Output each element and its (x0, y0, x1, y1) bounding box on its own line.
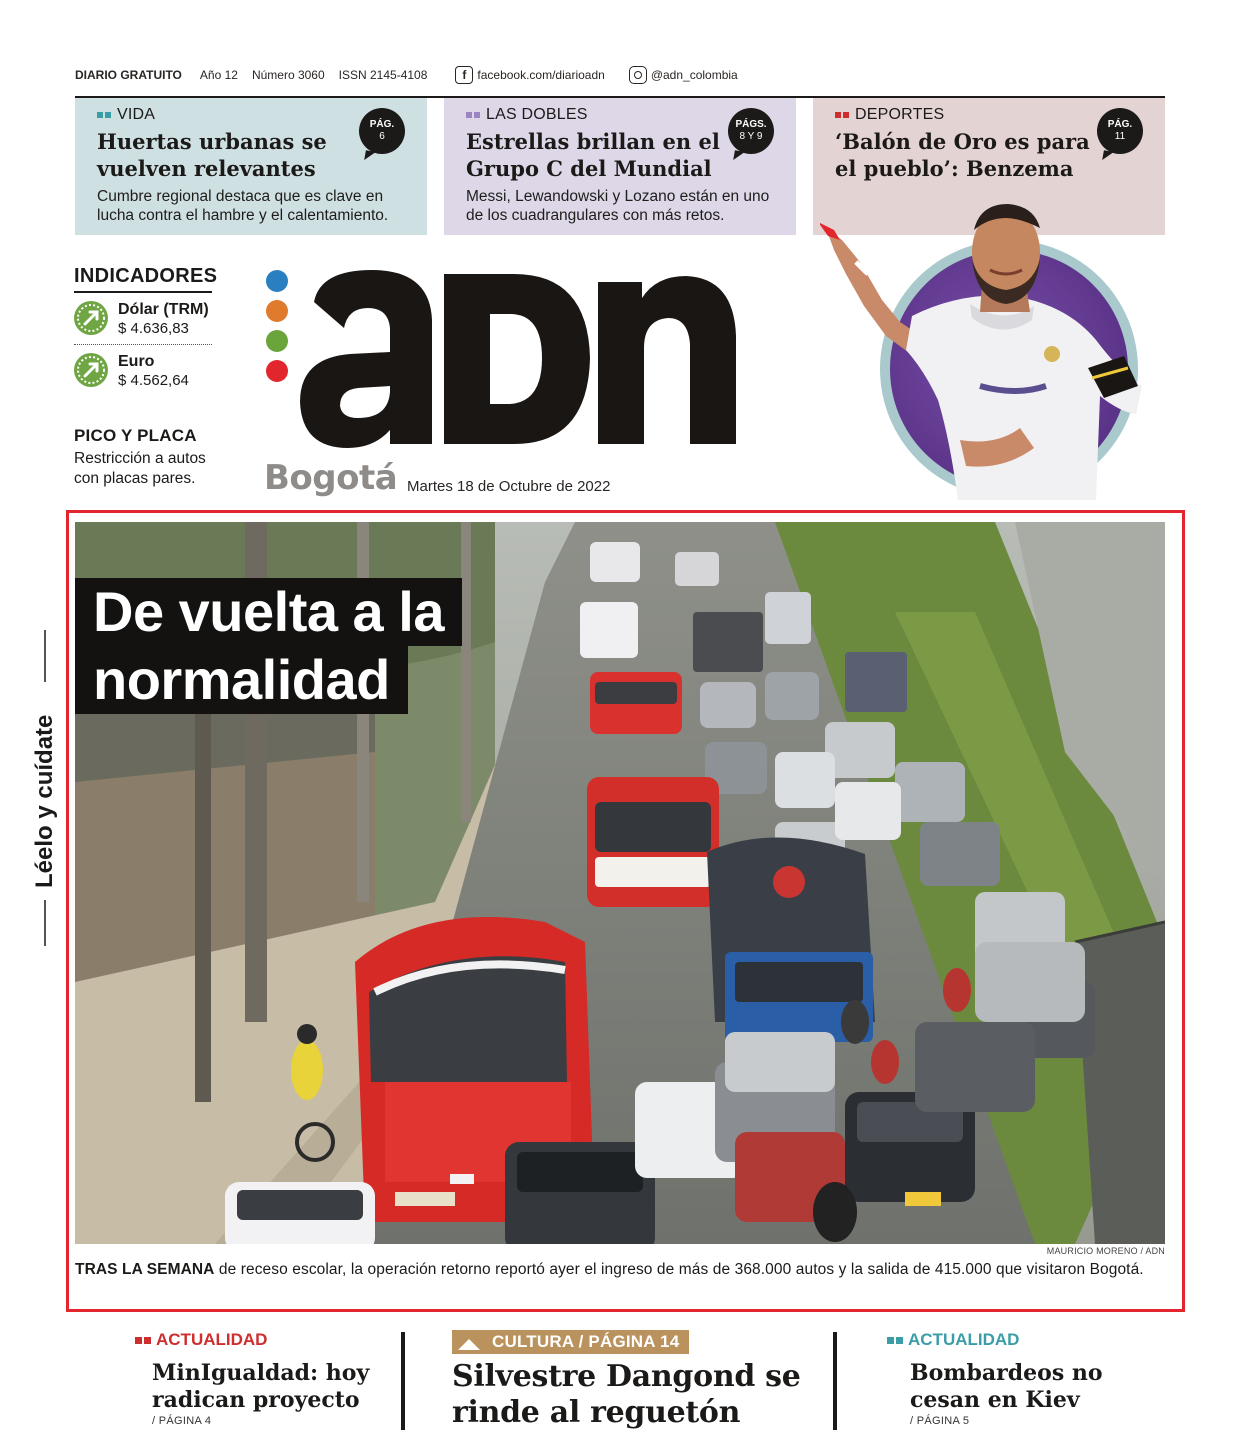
issue-year: Año 12 (199, 68, 238, 82)
indicator-dolar (74, 301, 214, 338)
bottom-section-tag: CULTURA / PÁGINA 14 (452, 1330, 689, 1354)
indicators-panel (74, 265, 218, 390)
svg-text:Léelo y cuídate: Léelo y cuídate (31, 714, 58, 888)
teaser-headline: Huertas urbanas se vuelven relevantes (97, 129, 327, 181)
page-badge: PÁG. 6 (359, 108, 405, 154)
main-headline[interactable] (75, 578, 462, 714)
caption-lead: TRAS LA SEMANA (75, 1261, 215, 1278)
instagram-handle: @adn_colombia (650, 68, 738, 82)
teaser-headline: Estrellas brillan en el Grupo C del Mundial (466, 129, 720, 181)
bottom-headline: MinIgualdad: hoy radican proyecto (152, 1360, 370, 1413)
teaser-summary: Cumbre regional destaca que es clave en lucha contra el hambre y el calentamiento. (97, 188, 389, 224)
bottom-section: ACTUALIDAD (135, 1330, 385, 1350)
issue-number: Número 3060 (251, 68, 325, 82)
pico-y-placa-title: PICO Y PLACA (74, 426, 197, 445)
page-badge: PÁG. 11 (1097, 108, 1143, 154)
indicator-label: Dólar (TRM) (118, 301, 209, 318)
photo-credit: MAURICIO MORENO / ADN (1046, 1246, 1165, 1256)
adn-logo[interactable] (292, 262, 742, 452)
facebook-link[interactable] (455, 66, 604, 84)
bottom-headline: Bombardeos no cesan en Kiev (910, 1360, 1103, 1413)
indicator-euro (74, 353, 214, 390)
issn: ISSN 2145-4108 (338, 68, 428, 82)
bottom-page-ref: / PÁGINA 4 (152, 1415, 212, 1427)
instagram-icon (629, 66, 647, 84)
indicator-label: Euro (118, 353, 155, 370)
bottom-section: ACTUALIDAD (887, 1330, 1157, 1350)
edition-date: Martes 18 de Octubre de 2022 (407, 478, 611, 495)
bottom-teaser-minigualdad[interactable] (135, 1330, 385, 1427)
bottom-teaser-kiev[interactable] (887, 1330, 1157, 1427)
trend-icon (74, 353, 108, 387)
indicator-value: $ 4.562,64 (118, 372, 189, 389)
pico-y-placa-text: Restricción a autos con placas pares. (74, 450, 206, 487)
logo-dots (266, 270, 288, 390)
teaser-summary: Messi, Lewandowski y Lozano están en uno de los cuadrangulares con más retos. (466, 188, 770, 224)
page-badge: PÁGS. 8 Y 9 (728, 108, 774, 154)
instagram-link[interactable] (629, 66, 738, 84)
bottom-page-ref: / PÁGINA 5 (910, 1415, 970, 1427)
indicator-value: $ 4.636,83 (118, 320, 189, 337)
column-divider (401, 1332, 405, 1430)
bottom-teaser-cultura[interactable] (452, 1330, 812, 1431)
paper-type: DIARIO GRATUITO (75, 68, 182, 82)
teaser-section: DEPORTES (835, 106, 1147, 124)
column-divider (833, 1332, 837, 1430)
main-headline-line1: De vuelta a la (75, 578, 462, 646)
trend-icon (74, 301, 108, 335)
caption-text: de receso escolar, la operación retorno reportó ayer el ingreso de más de 368.000 autos y la salida de 415.000 que visitaron Bogotá. (214, 1261, 1144, 1278)
indicators-title: INDICADORES (74, 265, 218, 287)
teaser-vida[interactable] (75, 98, 427, 235)
teaser-headline: ‘Balón de Oro es para el pueblo’: Benzema (835, 129, 1090, 181)
teaser-las-dobles[interactable] (444, 98, 796, 235)
edition-city: Bogotá (264, 458, 398, 498)
teaser-section: VIDA (97, 106, 409, 124)
benzema-photo (820, 200, 1160, 500)
photo-caption (75, 1261, 1165, 1279)
facebook-handle: facebook.com/diarioadn (477, 68, 605, 82)
pico-y-placa (74, 426, 224, 489)
facebook-icon: f (455, 66, 473, 84)
teaser-section: LAS DOBLES (466, 106, 778, 124)
bottom-headline: Silvestre Dangond se rinde al reguetón (452, 1358, 801, 1430)
vertical-slogan (28, 630, 62, 946)
masthead-meta (75, 64, 1165, 86)
main-headline-line2: normalidad (75, 646, 408, 714)
